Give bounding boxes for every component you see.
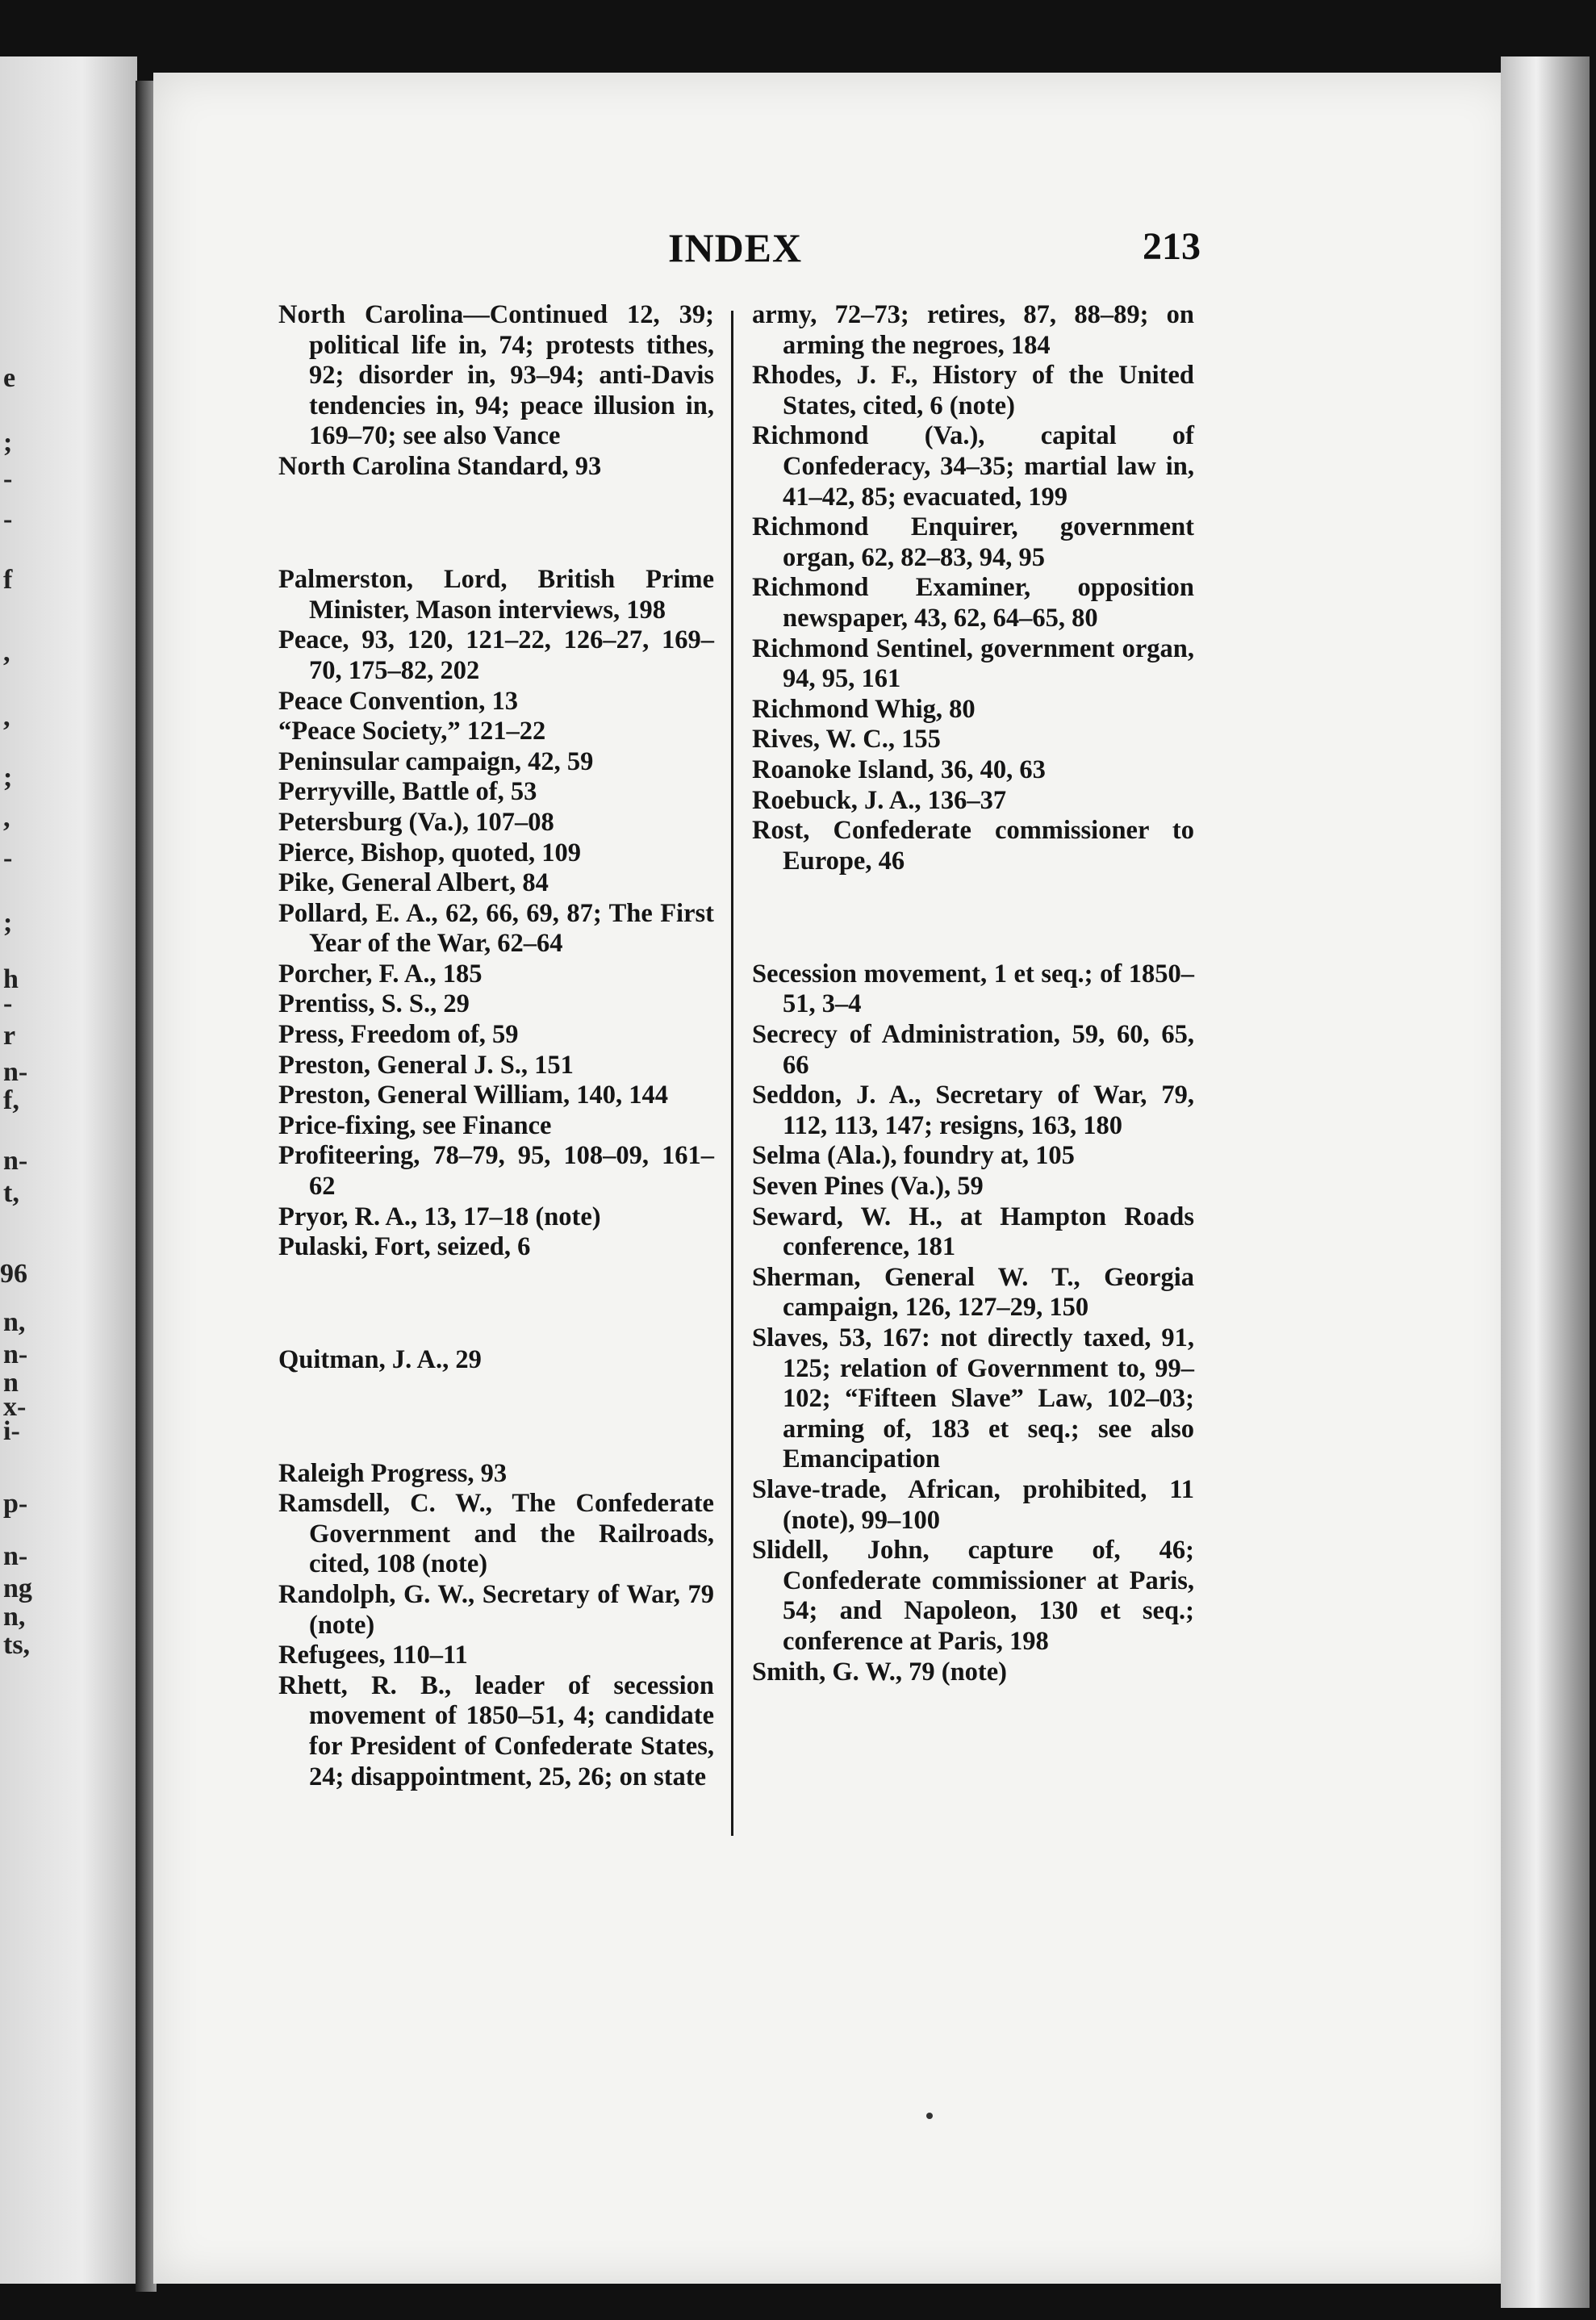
index-entry: Perryville, Battle of, 53 bbox=[278, 777, 537, 807]
column-divider bbox=[731, 311, 733, 1836]
facing-page-fragment: ts, bbox=[3, 1630, 31, 1660]
index-column-right bbox=[752, 300, 1194, 1687]
index-entry: Rost, Confederate commissioner to Europe, 46 bbox=[752, 816, 1194, 876]
index-entry: army, 72–73; retires, 87, 88–89; on arming the negroes, 184 bbox=[752, 300, 1194, 360]
section-gap bbox=[278, 508, 714, 539]
index-entry: Pulaski, Fort, seized, 6 bbox=[278, 1232, 531, 1262]
index-entry: Richmond Examiner, opposition newspaper, 43, 62, 64–65, 80 bbox=[752, 573, 1194, 633]
index-entry: Preston, General J. S., 151 bbox=[278, 1050, 574, 1080]
index-entry: Seddon, J. A., Secretary of War, 79, 112, 113, 147; resigns, 163, 180 bbox=[752, 1081, 1194, 1140]
index-entry: Seward, W. H., at Hampton Roads conference, 181 bbox=[752, 1202, 1194, 1262]
facing-page-fragment: , bbox=[3, 803, 10, 833]
index-entry: North Carolina Standard, 93 bbox=[278, 451, 602, 481]
facing-page-fragment: - bbox=[3, 989, 13, 1018]
index-entry: Rhett, R. B., leader of secession movement of 1850–51, 4; candidate for President of Confederate States, 24; disappointment, 25, 26; on state bbox=[278, 1670, 714, 1791]
facing-page-fragment: ; bbox=[3, 428, 13, 458]
facing-page-edge bbox=[0, 56, 137, 2284]
index-entry: Secession movement, 1 et seq.; of 1850–51, 3–4 bbox=[752, 959, 1194, 1019]
index-entry: Raleigh Progress, 93 bbox=[278, 1458, 508, 1488]
index-entry: “Peace Society,” 121–22 bbox=[278, 717, 546, 746]
facing-page-fragment: n- bbox=[3, 1057, 28, 1087]
facing-page-fragment: r bbox=[3, 1021, 16, 1051]
index-entry: Palmerston, Lord, British Prime Minister, Mason interviews, 198 bbox=[278, 565, 714, 625]
index-entry: Peninsular campaign, 42, 59 bbox=[278, 746, 594, 776]
index-entry: Richmond (Va.), capital of Confederacy, 34–35; martial law in, 41–42, 85; evacuated, 199 bbox=[752, 421, 1194, 512]
facing-page-fragment: n bbox=[3, 1368, 19, 1398]
index-entry: Refugees, 110–11 bbox=[278, 1641, 468, 1670]
index-entry: Roanoke Island, 36, 40, 63 bbox=[752, 755, 1046, 784]
index-entry: Roebuck, J. A., 136–37 bbox=[752, 785, 1007, 815]
index-entry: Slaves, 53, 167: not directly taxed, 91, 125; relation of Government to, 99–102; “Fifteen Slave” Law, 102–03; arming of, 183 et seq.; see also Emancipation bbox=[752, 1323, 1194, 1474]
facing-page-fragment: p- bbox=[3, 1489, 28, 1519]
index-entry: Ramsdell, C. W., The Confederate Government and the Railroads, cited, 108 (note) bbox=[278, 1489, 714, 1579]
facing-page-fragment: f, bbox=[3, 1085, 19, 1115]
page-speck bbox=[926, 2113, 933, 2119]
facing-page-fragment: n, bbox=[3, 1602, 26, 1632]
facing-page-fragment: 96 bbox=[0, 1259, 27, 1289]
facing-page-fragment: ng bbox=[3, 1574, 32, 1603]
index-entry: Selma (Ala.), foundry at, 105 bbox=[752, 1141, 1075, 1171]
index-entry: Petersburg (Va.), 107–08 bbox=[278, 807, 554, 837]
facing-page-fragment: n, bbox=[3, 1307, 26, 1337]
index-entry: Profiteering, 78–79, 95, 108–09, 161–62 bbox=[278, 1141, 714, 1202]
page-header bbox=[668, 224, 1201, 281]
page-number: 213 bbox=[1143, 225, 1201, 268]
index-entry: Smith, G. W., 79 (note) bbox=[752, 1657, 1008, 1687]
index-entry: Prentiss, S. S., 29 bbox=[278, 989, 470, 1019]
index-entry: Peace, 93, 120, 121–22, 126–27, 169–70, 175–82, 202 bbox=[278, 625, 714, 685]
facing-page-fragment: e bbox=[3, 363, 16, 393]
index-entry: Richmond Enquirer, government organ, 62, 82–83, 94, 95 bbox=[752, 512, 1194, 572]
index-entry: Randolph, G. W., Secretary of War, 79 (note) bbox=[278, 1579, 714, 1640]
facing-page-fragment: , bbox=[3, 702, 10, 732]
index-entry: Seven Pines (Va.), 59 bbox=[752, 1172, 984, 1202]
facing-page-fragment: - bbox=[3, 843, 13, 873]
facing-page-fragment: - bbox=[3, 504, 13, 534]
index-entry: Preston, General William, 140, 144 bbox=[278, 1081, 668, 1110]
index-entry: Porcher, F. A., 185 bbox=[278, 959, 483, 989]
page-title: INDEX bbox=[668, 225, 803, 270]
index-entry: Rives, W. C., 155 bbox=[752, 725, 941, 755]
index-entry: Pierce, Bishop, quoted, 109 bbox=[278, 838, 581, 867]
section-gap bbox=[752, 903, 1194, 934]
index-entry: Pryor, R. A., 13, 17–18 (note) bbox=[278, 1202, 601, 1231]
index-entry: Slidell, John, capture of, 46; Confederate commissioner at Paris, 54; and Napoleon, 130 et seq.; conference at Paris, 198 bbox=[752, 1536, 1194, 1656]
index-entry: Price-fixing, see Finance bbox=[278, 1110, 552, 1140]
facing-page-fragment: f bbox=[3, 565, 13, 595]
section-gap bbox=[278, 1289, 714, 1319]
facing-page-fragment: i- bbox=[3, 1416, 20, 1446]
index-entry: Richmond Whig, 80 bbox=[752, 694, 976, 724]
facing-page-fragment: - bbox=[3, 464, 13, 494]
facing-page-fragment: n- bbox=[3, 1541, 28, 1571]
index-entry: Richmond Sentinel, government organ, 94, 95, 161 bbox=[752, 633, 1194, 694]
index-entry: Pollard, E. A., 62, 66, 69, 87; The First Year of the War, 62–64 bbox=[278, 898, 714, 959]
facing-page-fragment: n- bbox=[3, 1146, 28, 1176]
facing-page-fragment: ; bbox=[3, 908, 13, 938]
index-entry: Quitman, J. A., 29 bbox=[278, 1345, 482, 1375]
index-entry: Secrecy of Administration, 59, 60, 65, 66 bbox=[752, 1020, 1194, 1080]
index-entry: North Carolina—Continued 12, 39; political life in, 74; protests tithes, 92; disorder in, 93–94; anti-Davis tendencies in, 94; peace illusion in, 169–70; see also Vance bbox=[278, 300, 714, 451]
facing-page-fragment: n- bbox=[3, 1340, 28, 1369]
index-column-left bbox=[278, 300, 714, 1792]
facing-page-fragment: t, bbox=[3, 1178, 19, 1208]
facing-page-fragment: ; bbox=[3, 763, 13, 792]
index-entry: Sherman, General W. T., Georgia campaign, 126, 127–29, 150 bbox=[752, 1262, 1194, 1323]
facing-page-fragment: , bbox=[3, 637, 10, 667]
facing-page-fragment: h bbox=[3, 964, 19, 994]
page-edge-right bbox=[1501, 56, 1590, 2308]
index-entry: Peace Convention, 13 bbox=[278, 686, 518, 716]
facing-page-fragment: x- bbox=[3, 1392, 27, 1422]
section-gap bbox=[278, 1402, 714, 1433]
index-entry: Rhodes, J. F., History of the United States, cited, 6 (note) bbox=[752, 361, 1194, 420]
index-entry: Slave-trade, African, prohibited, 11 (note), 99–100 bbox=[752, 1474, 1194, 1535]
index-entry: Pike, General Albert, 84 bbox=[278, 868, 549, 898]
index-entry: Press, Freedom of, 59 bbox=[278, 1020, 519, 1050]
